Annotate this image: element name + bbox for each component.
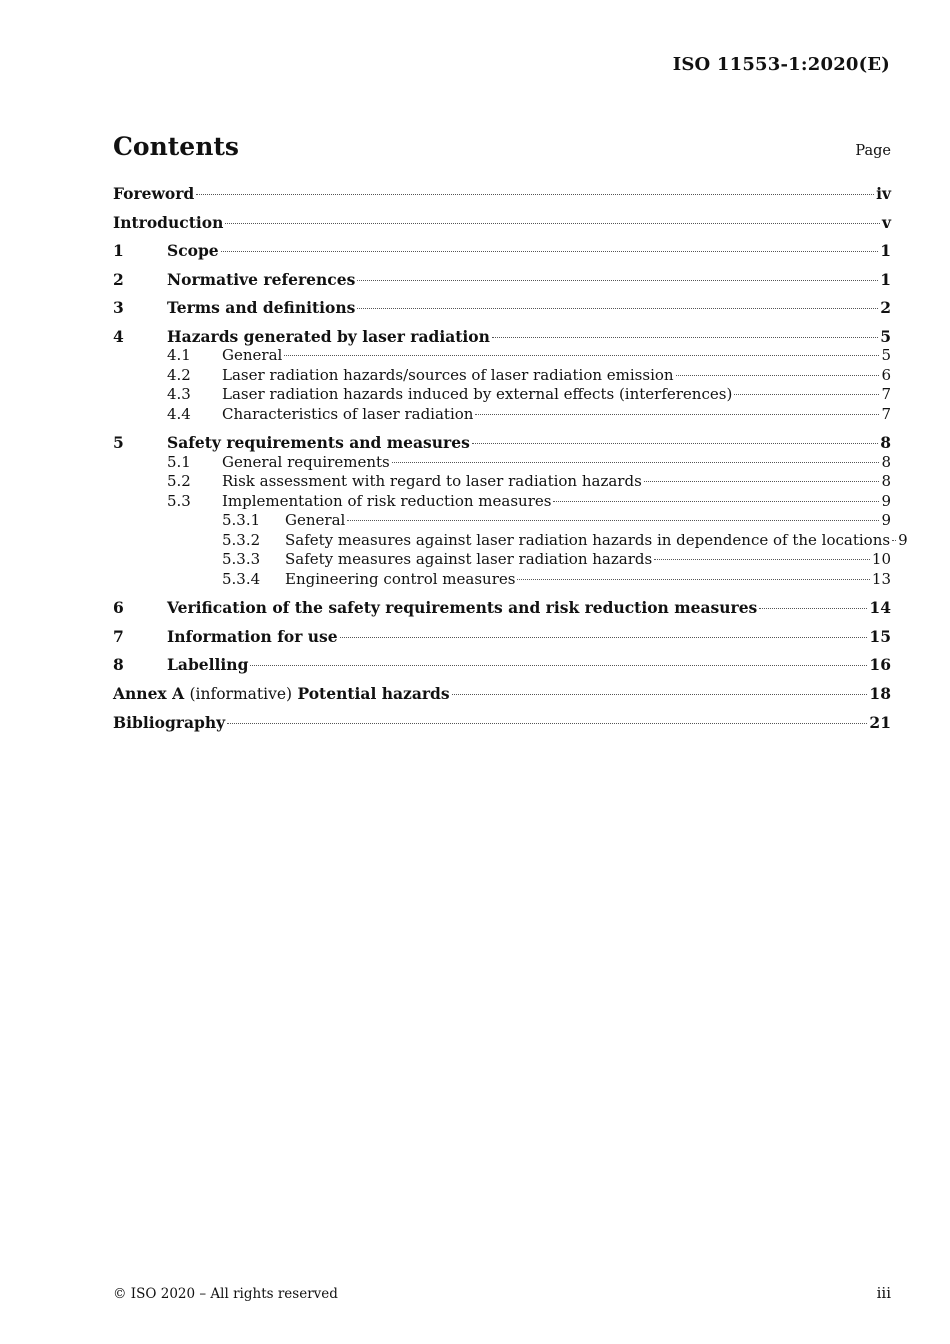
dot-leader [492,337,878,338]
toc-entry-number: 2 [113,269,124,289]
dot-leader [196,194,874,195]
toc-entry[interactable] [113,405,891,425]
toc-entry-number: 5 [113,433,124,452]
toc-entry-page: 5 [881,346,891,364]
dot-leader [654,559,870,560]
toc-entry-title [167,655,248,675]
toc-entry-number: 8 [113,655,124,674]
toc-entry-number: 7 [113,626,124,646]
toc-entry-title-text: Terms and definitions [167,298,356,317]
table-of-contents [113,184,908,733]
toc-entry-number: 5.3.4 [222,569,261,588]
toc-entry-page: 21 [869,713,891,732]
toc-entry-title [113,684,450,705]
toc-entry-title-text: Scope [167,241,219,260]
toc-entry[interactable] [113,472,891,492]
toc-entry[interactable] [113,213,891,233]
toc-entry-page: 9 [881,511,891,529]
toc-entry-page: 2 [880,298,891,317]
toc-entry-title [113,184,194,204]
dot-leader [250,665,867,666]
toc-entry-page: 16 [869,655,891,674]
toc-entry-page: 18 [869,683,891,703]
dot-leader [472,443,878,444]
toc-entry[interactable] [113,511,891,531]
copyright-notice: © ISO 2020 – All rights reserved [113,1286,338,1302]
toc-entry-title-text: Information for use [167,626,338,646]
toc-entry-title-text: Annex A [113,683,185,703]
toc-entry-title [285,511,345,531]
dot-leader [517,579,869,580]
toc-entry[interactable] [113,530,908,551]
toc-entry-page: 1 [880,269,891,289]
toc-entry-title-text: Laser radiation hazards induced by external effects (interferences) [222,385,733,403]
toc-entry-page: 9 [898,530,908,549]
toc-entry-title [167,298,355,318]
toc-entry-title [222,405,473,425]
toc-entry[interactable] [113,598,891,618]
dot-leader [475,414,879,415]
toc-entry-title-text: Normative references [167,269,356,289]
toc-entry-title-text: General [285,511,346,529]
toc-entry-number: 5.3.2 [222,530,261,549]
toc-entry-title [167,598,757,618]
dot-leader [347,520,879,521]
toc-entry-number: 4.4 [167,404,191,423]
toc-entry[interactable] [113,570,891,590]
toc-entry-title [222,366,674,386]
toc-entry-title-text: General requirements [222,452,390,471]
toc-entry-title-text: Safety requirements and measures [167,433,470,452]
toc-entry[interactable] [113,327,891,347]
toc-entry-title-text: Engineering control measures [285,569,516,588]
toc-entry-title-text: Bibliography [113,713,226,732]
toc-entry-page: 8 [881,452,891,471]
toc-entry-title [222,472,642,492]
toc-entry[interactable] [113,453,891,473]
toc-entry[interactable] [113,627,891,647]
toc-entry-title [167,627,338,647]
toc-entry-title-text: Safety measures against laser radiation hazards [285,550,653,568]
contents-title: Contents [113,132,240,161]
toc-entry-title-text: Introduction [113,212,224,232]
toc-entry-title [222,385,732,405]
toc-entry[interactable] [113,550,891,570]
toc-entry-page: v [881,212,891,232]
toc-entry[interactable] [113,385,891,405]
toc-entry-title [285,550,652,570]
toc-entry-page: 13 [871,569,891,588]
toc-entry-page: 8 [880,433,891,452]
toc-entry-title [167,270,355,290]
page-footer [113,1284,891,1302]
dot-leader [553,501,879,502]
toc-entry[interactable] [113,346,891,366]
toc-entry-page: 15 [869,626,891,646]
toc-entry[interactable] [113,366,891,386]
toc-entry-title-text: General [222,346,283,364]
dot-leader [392,462,880,463]
toc-entry-number: 6 [113,598,124,617]
contents-heading [113,132,891,161]
toc-entry-title-text: Safety measures against laser radiation hazards in dependence of the locations [285,530,891,549]
toc-entry-title [167,241,219,261]
toc-entry[interactable] [113,713,891,733]
dot-leader [284,355,879,356]
toc-entry-page: iv [876,184,891,203]
dot-leader [357,280,878,281]
toc-entry-title [222,492,551,512]
toc-entry-title [222,346,282,366]
toc-entry-title-note: (informative) [189,684,293,703]
toc-entry-title-text: Hazards generated by laser radiation [167,326,490,346]
toc-entry[interactable] [113,492,891,512]
toc-entry-title [285,570,515,590]
dot-leader [892,540,896,541]
toc-entry[interactable] [113,433,891,453]
toc-entry-title-rest: Potential hazards [297,683,450,703]
toc-entry-title [113,713,225,733]
toc-entry-title-text: Implementation of risk reduction measures [222,491,552,510]
toc-entry-title [167,433,470,453]
toc-entry[interactable] [113,270,891,290]
toc-entry-page: 5 [880,326,891,346]
toc-entry-number: 4.1 [167,346,191,364]
toc-entry-number: 4 [113,326,124,346]
dot-leader [221,251,879,252]
toc-entry-title [167,327,490,347]
page-number: iii [876,1284,891,1302]
dot-leader [452,694,868,695]
toc-entry-title-text: Verification of the safety requirements and risk reduction measures [167,598,758,617]
toc-entry-page: 14 [869,598,891,617]
toc-entry-title [113,213,223,233]
document-id: ISO 11553-1:2020(E) [672,54,890,75]
toc-entry-title-text: Characteristics of laser radiation [222,404,474,423]
toc-entry-number: 3 [113,298,124,317]
dot-leader [357,308,878,309]
toc-entry-number: 5.3.3 [222,550,261,568]
toc-entry-page: 6 [881,365,891,384]
toc-entry-title [222,453,390,473]
toc-entry-number: 4.2 [167,365,191,384]
toc-entry-title-text: Labelling [167,655,249,674]
toc-entry-number: 5.2 [167,472,191,490]
toc-entry-number: 4.3 [167,385,191,403]
toc-entry-title-text: Foreword [113,184,195,203]
dot-leader [759,608,867,609]
toc-entry-title-text: Risk assessment with regard to laser radiation hazards [222,472,642,490]
toc-entry-number: 5.3.1 [222,511,261,529]
toc-entry-number: 1 [113,241,124,260]
toc-entry[interactable] [113,241,891,261]
toc-entry-number: 5.3 [167,491,191,510]
toc-entry-page: 7 [881,385,891,403]
toc-entry[interactable] [113,184,891,204]
toc-entry-title-text: Laser radiation hazards/sources of laser radiation emission [222,365,674,384]
toc-entry-page: 10 [871,550,891,568]
page-column-label: Page [855,143,891,159]
toc-entry[interactable] [113,684,891,705]
dot-leader [225,223,880,224]
toc-entry[interactable] [113,298,891,318]
toc-entry[interactable] [113,655,891,675]
toc-entry-page: 9 [881,491,891,510]
dot-leader [340,637,868,638]
toc-entry-page: 8 [881,472,891,490]
toc-entry-number: 5.1 [167,452,191,471]
toc-entry-page: 1 [880,241,891,260]
dot-leader [676,375,880,376]
dot-leader [734,394,879,395]
dot-leader [644,481,880,482]
toc-entry-title [285,531,890,551]
toc-entry-page: 7 [881,404,891,423]
dot-leader [227,723,867,724]
